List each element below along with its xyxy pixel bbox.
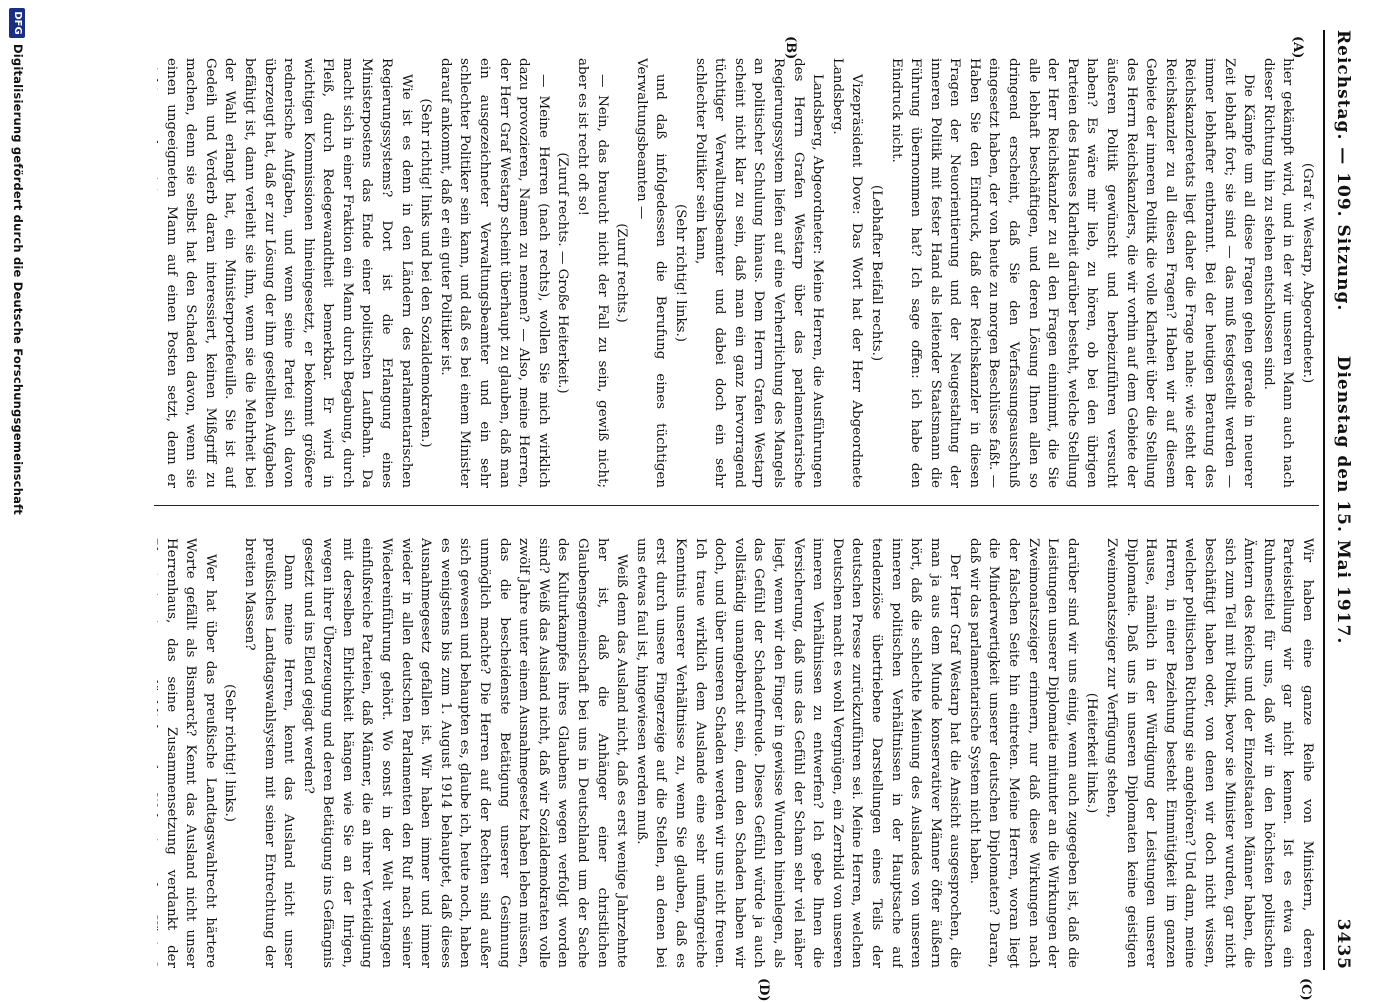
- paragraph: Dann meine Herren, kennt das Ausland nicht unser preußisches Landtagswahlsystem mit seiner Entrechtung der breiten Massen?: [241, 538, 297, 968]
- right-column: [157, 538, 1317, 968]
- paragraph: — Meine Herren (nach rechts), wollen Sie mich wirklich dazu provozieren, Namen zu nennen? — Also, meine Herren, der Herr Graf Westarp scheint überhaupt zu glauben, daß man ein ausgezeichneter Verwaltungsbeamter und ein sehr schlechter Politiker sein kann, und daß es bei einem Minister darauf ankommt, daß er ein guter Politiker ist.: [437, 58, 551, 488]
- header-rule: [1323, 30, 1325, 970]
- interjection: (Lebhafter Beifall rechts.): [868, 184, 884, 362]
- digitization-credit: [3, 0, 33, 1000]
- margin-mark-c: (C): [1298, 978, 1313, 1001]
- paragraph: Wie ist es denn in den Ländern des parlamentarischen Regierungssystems? Dort ist die Erlangung eines Ministerpostens das Ende einer politischen Laufbahn. Da macht sich in einer Fraktion ein Mann durch Begabung, durch Fleiß, durch Redegewandtheit bemerkbar. Er wird in wichtigen Kommissionen hineingesetzt, er bekommt größere rednerische Aufgaben, und wenn seine Partei sich davon überzeugt hat, daß er zur Lösung der ihm gestellten Aufgaben befähigt ist, dann verleiht sie ihm, wenn sie die Mehrheit bei der Wahl erlangt hat, ein Ministerportefeuille. Sie ist auf Gedeih und Verderb daran interessiert, keinen Mißgriff zu machen, denn sie selbst hat den Schaden davon, wenn sie einen ungeeigneten Mann auf einen Posten setzt, denn er: [163, 58, 414, 488]
- paragraph: Landsberg, Abgeordneter: Meine Herren, die Ausführungen des Herrn Grafen Westarp über das parlamentarische Regierungssystem liefen auf eine Verherrlichung des Mangels an politischer Schulung hinaus. Dem Herrn Grafen Westarp scheint nicht klar zu sein, daß man ein ganz hervorragend tüchtiger Verwaltungsbeamter und dabei doch ein sehr schlechter Politiker sein kann,: [692, 58, 826, 488]
- paragraph: Weiß denn das Ausland nicht, daß es erst wenige Jahrzehnte her ist, daß die Anhänger einer christlichen Glaubensgemeinschaft bei uns in Deutschland um der Sache des Kulturkampfes ihres Glaubens wegen verfolgt worden sind? Weiß das Ausland nicht, daß wir Sozialdemokraten volle zwölf Jahre unter einem Ausnahmegesetz haben leben müssen, das die bescheidenste Betätigung unserer Gesinnung unmöglich machte? Die Herren auf der Rechten sind außer sich gewesen und behaupten es, glaube ich, heute noch, haben es wenigstens bis zum 1. August 1914 behauptet, daß dieses Ausnahmegesetz gefallen ist. Wir haben immer und immer wieder in allen deutschen Parlamenten den Ruf nach seiner Wiedereinführung gehört. Wo sonst in der Welt verlangen einflußreiche Parteien, daß Männer, die an ihrer Verteidigung mit derselben Ehrlichkeit hängen wie Sie an der Ihrigen, wegen ihrer Überzeugung und deren Betätigung ins Gefängnis gesetzt und ins Elend gejagt werden?: [300, 538, 630, 968]
- margin-mark-d: (D): [756, 978, 771, 1002]
- interjection: (Zuruf rechts. — Große Heiterkeit.): [555, 152, 571, 394]
- paragraph: Wir haben eine ganze Reihe von Ministern, deren Parteistellung wir gar nicht kennen. Ist es etwa ein Ruhmestitel für uns, daß wir in den höchsten politischen Ämtern des Reichs und der Einzelstaaten Männer haben, die sich zum Teil mit Politik, bevor sie Minister wurden, gar nicht beschäftigt haben oder, von denen wir doch nicht wissen, welcher politischen Richtung sie angehören? Und dann, meine Herren, in einer Beziehung besteht Einmütigkeit im ganzen Hause, nämlich in der Würdigung der Leistungen unserer Diplomatie. Daß uns in unseren Diplomaten keine geistigen Zweimonatszeiger zur Verfügung stehen,: [1104, 538, 1315, 968]
- paragraph: Wer hat über das preußische Landtagswahlrecht härtere Worte gefällt als Bismarck? Kennt das Ausland nicht unser Herrenhaus, das seine Zusammensetzung verdankt der: [163, 538, 218, 968]
- paragraph: — Nein, das braucht nicht der Fall zu sein, gewiß nicht; aber es ist recht oft so!: [575, 58, 610, 488]
- page-header: [1327, 30, 1353, 970]
- interjection: (Sehr richtig! links.): [222, 684, 238, 822]
- paragraph: und daß infolgedessen die Berufung eines tüchtigen Verwaltungsbeamten —: [633, 58, 669, 488]
- credit-text: Digitalisierung gefördert durch die Deutsche Forschungsgemeinschaft: [11, 44, 25, 515]
- left-column: [157, 58, 1317, 488]
- header-date: Dienstag den 15. Mai 1917.: [1333, 355, 1353, 645]
- paragraph: Der Herr Graf Westarp hat die Ansicht ausgesprochen, die man ja aus dem Munde konservativer Männer öfter äußern hört, daß die schlechte Meinung des Auslandes von unseren inneren politischen Verhältnissen in der Hauptsache auf tendenziöse übertriebene Darstellungen eines Teils der deutschen Presse zurückzuführen sei. Meine Herren, welchen Deutschen macht es wohl Vergnügen, ein Zerrbild von unseren inneren Verhältnissen zu entwerfen? Ich gebe Ihnen die Versicherung, daß uns das Gefühl der Scham sehr viel näher liegt, wenn wir den Finger in gewisse Wunden hineinlegen, als das Gefühl der Schadenfreude. Dieses Gefühl würde ja auch vollständig unangebracht sein, denn den Schaden haben wir doch, und über unseren Schaden werden wir uns nicht freuen. Ich traue wirklich dem Auslande eine sehr umfangreiche Kenntnis unserer Verhältnisse zu, wenn Sie glauben, daß es erst durch unsere Fingerzeige auf die Stellen, an denen bei uns etwas faul ist, hingewiesen werden muß.: [633, 538, 963, 968]
- speaker-line: (Graf v. Westarp, Abgeordneter.): [1300, 162, 1315, 384]
- header-page-number: 3435: [1333, 918, 1353, 970]
- paragraph: Vizepräsident Dove: Das Wort hat der Herr Abgeordnete Landsberg.: [829, 58, 865, 488]
- column-divider: [154, 505, 1319, 506]
- interjection: (Zuruf rechts.): [614, 223, 630, 323]
- dfg-logo: DFG: [9, 8, 25, 38]
- paragraph: hier gekämpft wird, und in der wir unseren Mann auch nach dieser Richtung hin zu stehen entschlossen sind.: [1260, 58, 1296, 488]
- interjection: (Sehr richtig! links und bei den Sozialdemokraten.): [418, 98, 434, 448]
- interjection: (Heiterkeit links.): [1084, 692, 1100, 814]
- paragraph: darüber sind wir uns einig, wenn auch zugegeben ist, daß die Leistungen unserer Diplomatie mitunter an die Wirkungen der Zweimonatszeiger erinnern, nur daß diese Wirkungen nach der falschen Seite hin eintreten. Meine Herren, woran liegt die Minderwertigkeit unserer deutschen Diplomaten? Daran, daß wir das parlamentarische System nicht haben.: [966, 538, 1080, 968]
- margin-mark-b: (B): [783, 36, 798, 60]
- margin-mark-a: (A): [1290, 36, 1305, 59]
- header-session: Reichstag. — 109. Sitzung.: [1333, 30, 1353, 312]
- paragraph: Die Kämpfe um all diese Fragen gehen gerade in neuerer Zeit lebhaft fort; sie sind — das muß festgestellt werden — immer lebhafter entbrannt. Bei der heutigen Beratung des Reichskanzleretats liegt daher die Frage nahe: wie steht der Reichskanzler zu all diesen Fragen? Haben wir auf diesem Gebiete der inneren Politik die volle Klarheit über die Stellung des Herrn Reichskanzlers, die wir vorhin auf dem Gebiete der äußeren Politik gewünscht und herbeizuführen versucht haben? Es wäre mir lieb, zu hören, ob bei den übrigen Parteien des Hauses Klarheit darüber besteht, welche Stellung der Herr Reichskanzler zu all den Fragen einnimmt, die Sie alle lebhaft beschäftigen, und deren Lösung Ihnen allen so dringend erscheint, daß Sie den Verfassungsausschuß eingesetzt haben, der von heute zu morgen Beschlüsse faßt. — Haben Sie den Eindruck, daß der Reichskanzler in diesen Fragen der Neuorientierung und der Neugestaltung der inneren Politik mit fester Hand als leitender Staatsmann die Führung übernommen hat? Ich sage offen: ich habe den Eindruck nicht.: [888, 58, 1257, 488]
- interjection: (Sehr richtig! links.): [673, 204, 688, 342]
